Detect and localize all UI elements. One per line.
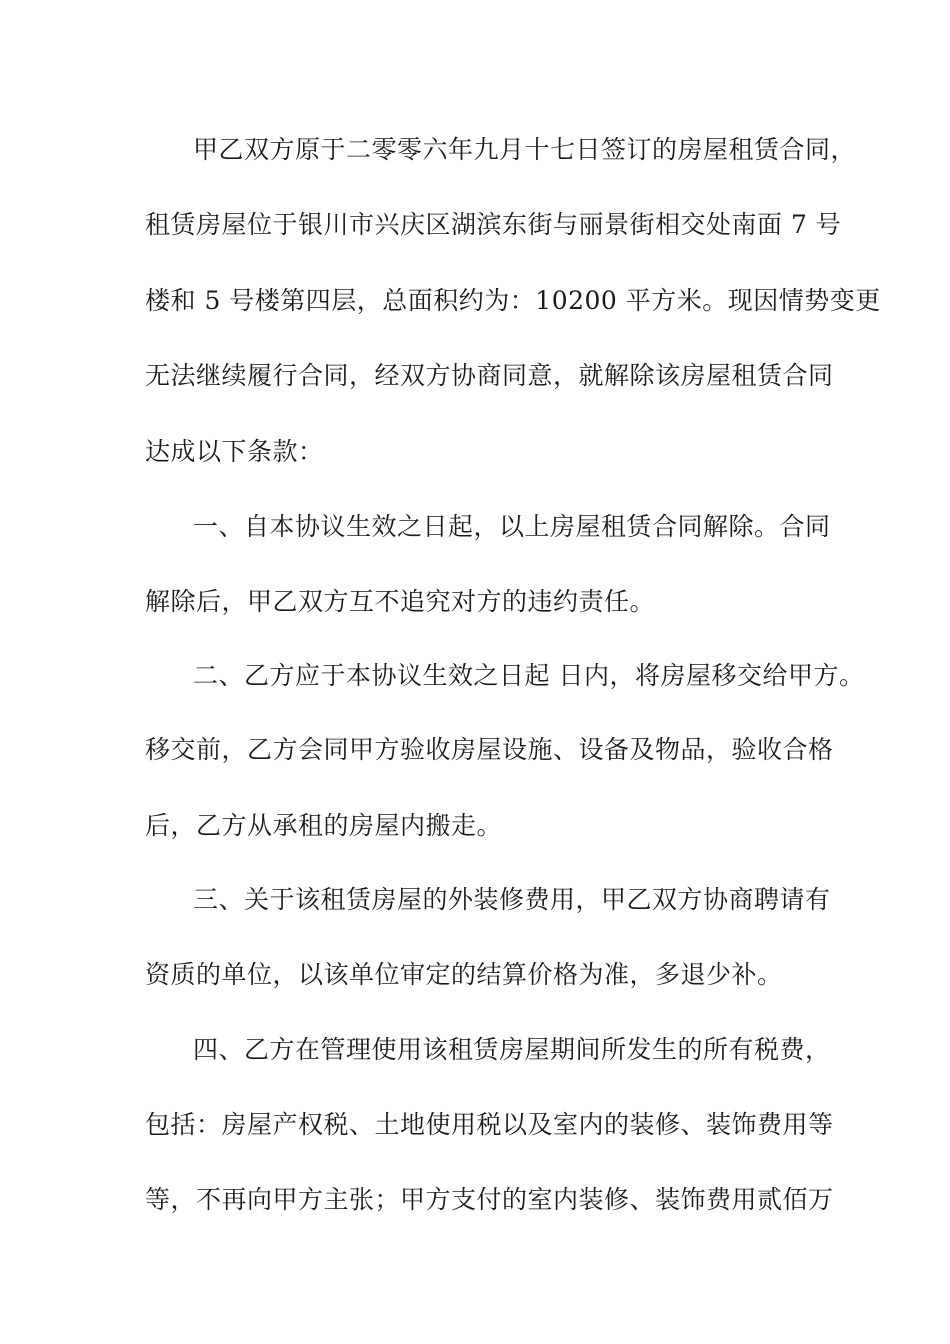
text-line: 二、乙方应于本协议生效之日起 日内，将房屋移交给甲方。 xyxy=(193,661,865,690)
text-line: 等，不再向甲方主张；甲方支付的室内装修、装饰费用贰佰万 xyxy=(145,1185,834,1214)
text-line: 移交前，乙方会同甲方验收房屋设施、设备及物品，验收合格 xyxy=(145,735,834,764)
text-line: 四、乙方在管理使用该租赁房屋期间所发生的所有税费， xyxy=(193,1035,831,1064)
text-line: 租赁房屋位于银川市兴庆区湖滨东街与丽景街相交处南面 7 号 xyxy=(145,210,842,239)
text-line: 甲乙双方原于二零零六年九月十七日签订的房屋租赁合同， xyxy=(193,135,857,164)
text-line: 后，乙方从承租的房屋内搬走。 xyxy=(145,811,503,840)
text-line: 三、关于该租赁房屋的外装修费用，甲乙双方协商聘请有 xyxy=(193,885,831,914)
text-line: 包括：房屋产权税、土地使用税以及室内的装修、装饰费用等 xyxy=(145,1110,834,1139)
text-line: 无法继续履行合同，经双方协商同意，就解除该房屋租赁合同 xyxy=(145,361,834,390)
text-line: 一、自本协议生效之日起，以上房屋租赁合同解除。合同 xyxy=(193,512,831,541)
text-line: 资质的单位，以该单位审定的结算价格为准，多退少补。 xyxy=(145,960,783,989)
text-line: 楼和 5 号楼第四层，总面积约为：10200 平方米。现因情势变更 xyxy=(145,286,881,315)
text-line: 解除后，甲乙双方互不追究对方的违约责任。 xyxy=(145,587,656,616)
text-line: 达成以下条款： xyxy=(145,437,324,466)
